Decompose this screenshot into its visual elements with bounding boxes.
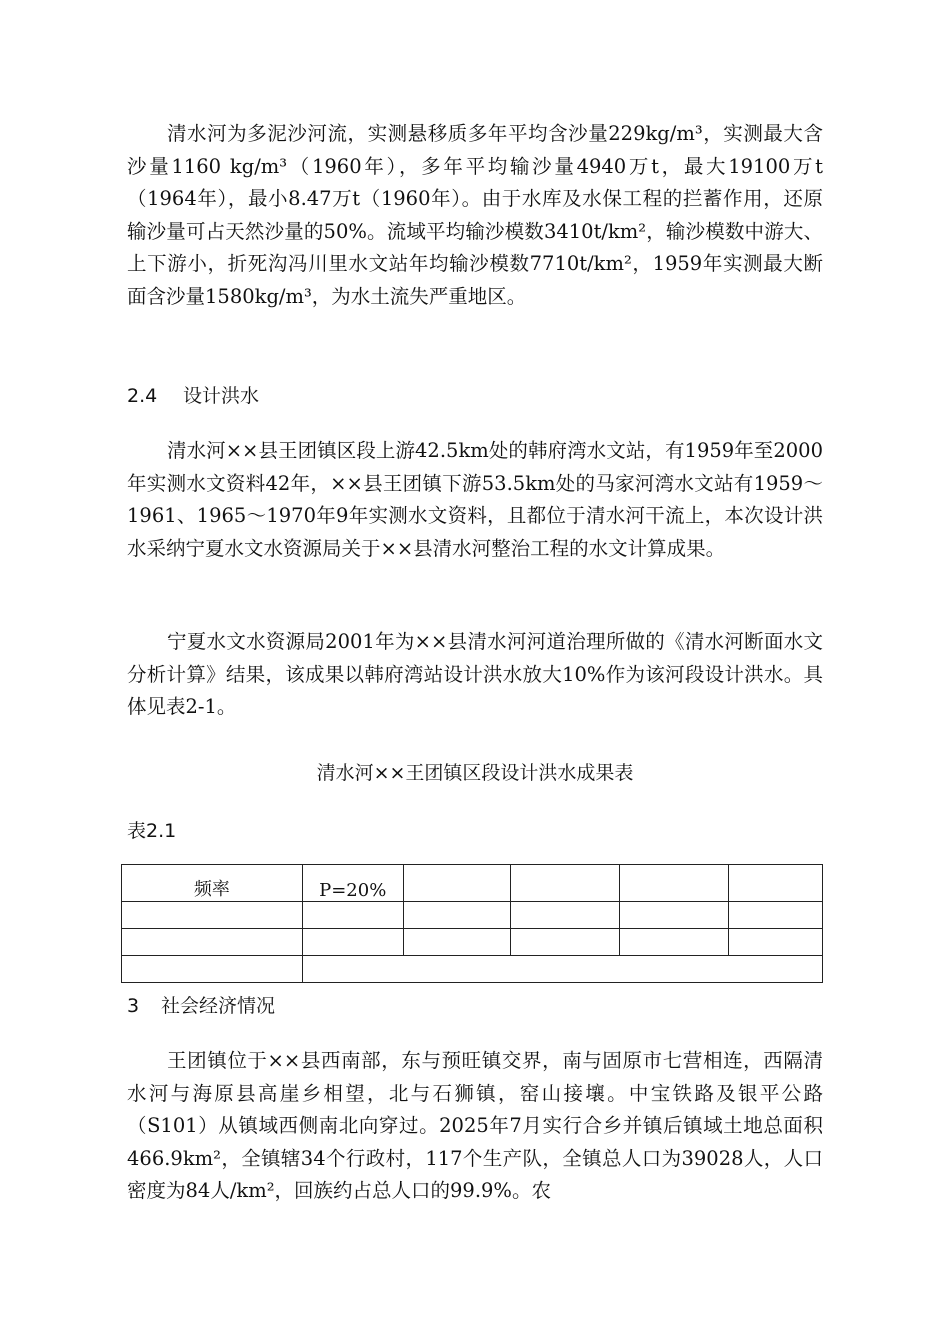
table-cell — [122, 956, 303, 983]
table-cell-frequency-label: 频率 — [122, 865, 303, 902]
section-number: 2.4 — [127, 385, 158, 407]
section-heading-2-4 — [127, 383, 259, 409]
paragraph-sediment: 清水河为多泥沙河流，实测悬移质多年平均含沙量229kg/m³，实测最大含沙量1160 kg/m³（1960年），多年平均输沙量4940万t，最大19100万t（1964年），最小8.47万t（1960年）。由于水库及水保工程的拦蓄作用，还原输沙量可占天然沙量的50%。流域平均输沙模数3410t/km²，输沙模数中游大、上下游小，折死沟冯川里水文站年均输沙模数7710t/km²，1959年实测最大断面含沙量1580kg/m³，为水土流失严重地区。 — [127, 122, 823, 308]
flood-results-table — [121, 864, 823, 983]
table-cell — [122, 929, 303, 956]
paragraph-socioeconomic: 王团镇位于××县西南部，东与预旺镇交界，南与固原市七营相连，西隔清水河与海原县高崖乡相望，北与石狮镇，窑山接壤。中宝铁路及银平公路（S101）从镇域西侧南北向穿过。2025年7月实行合乡并镇后镇域土地总面积466.9km²，全镇辖34个行政村，117个生产队，全镇总人口为39028人，人口密度为84人/km²，回族约占总人口的99.9%。农 — [127, 1049, 823, 1203]
table-row — [122, 902, 823, 929]
table-cell — [511, 902, 620, 929]
paragraph-hydrology-stations: 清水河××县王团镇区段上游42.5km处的韩府湾水文站，有1959年至2000年实测水文资料42年，××县王团镇下游53.5km处的马家河湾水文站有1959～1961、1965～1970年9年实测水文资料，且都位于清水河干流上，本次设计洪水采纳宁夏水文水资源局关于××县清水河整治工程的水文计算成果。 — [127, 439, 823, 560]
table-caption: 清水河××王团镇区段设计洪水成果表 — [316, 762, 634, 784]
table-cell — [122, 902, 303, 929]
table-row — [122, 865, 823, 902]
table-label: 表2.1 — [127, 820, 177, 842]
section-number: 3 — [127, 995, 140, 1017]
table-cell — [729, 929, 823, 956]
paragraph-flood-design: 宁夏水文水资源局2001年为××县清水河河道治理所做的《清水河断面水文分析计算》结果，该成果以韩府湾站设计洪水放大10%作为该河段设计洪水。具体见表2-1。 — [127, 630, 823, 719]
table-cell — [620, 929, 729, 956]
table-cell — [403, 902, 511, 929]
section-title: 社会经济情况 — [161, 995, 276, 1017]
table-cell-merged — [302, 956, 822, 983]
section-heading-3 — [127, 993, 275, 1019]
table-row — [122, 956, 823, 983]
section-title: 设计洪水 — [183, 385, 260, 407]
table-cell — [403, 929, 511, 956]
table-cell — [302, 929, 403, 956]
table-cell — [729, 902, 823, 929]
table-cell — [620, 902, 729, 929]
table-cell — [511, 929, 620, 956]
table-cell — [511, 865, 620, 902]
table-cell — [302, 902, 403, 929]
table-cell — [403, 865, 511, 902]
table-cell-frequency-value: P=20% — [302, 865, 403, 902]
table-row — [122, 929, 823, 956]
table-cell — [729, 865, 823, 902]
table-cell — [620, 865, 729, 902]
